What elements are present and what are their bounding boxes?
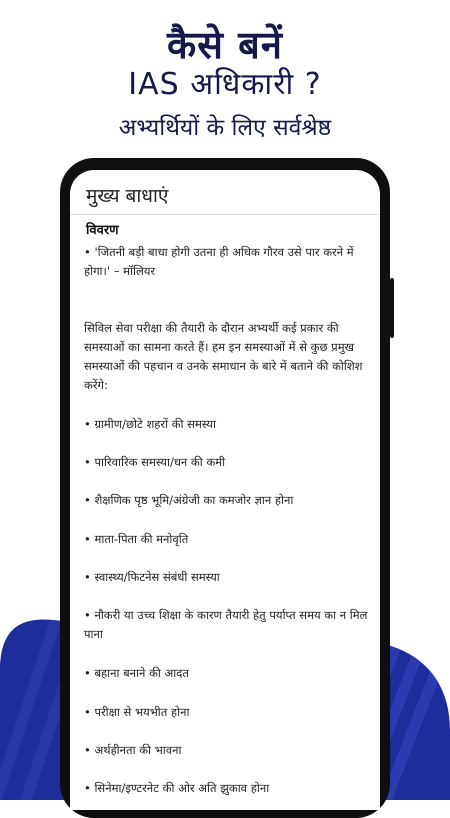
list-item: • परीक्षा से भयभीत होना [84,705,190,719]
quote-text: • 'जितनी बड़ी बाधा होगी उतना ही अधिक गौरव उसे पार करने में होगा।' – मॉलियर [84,245,354,278]
list-item: • सिनेमा/इण्टरनेट की ओर अति झुकाव होना [84,781,270,795]
page-title: मुख्य बाधाएं [86,185,169,207]
list-item: • शैक्षणिक पृष्ठ भूमि/अंग्रेजी का कमजोर ज्ञान होना [84,493,294,507]
list-item: • बहाना बनाने की आदत [84,666,189,680]
title-divider [70,214,380,215]
list-item: • माता-पिता की मनोवृति [84,532,189,546]
intro-paragraph: सिविल सेवा परीक्षा की तैयारी के दौरान अभ्यर्थी कई प्रकार की समस्याओं का सामना करते हैं। हम इन समस्याओं में से कुछ प्रमुख समस्याओं की पहचान व उनके समाधान के बारे में बताने की कोशिश करेंगे: [84,321,363,392]
list-item: • अर्थहीनता की भावना [84,743,182,757]
list-item: • नौकरी या उच्च शिक्षा के कारण तैयारी हेतु पर्याप्त समय का न मिल पाना [84,608,368,641]
section-label: विवरण [86,223,119,238]
list-item: • पारिवारिक समस्या/धन की कमी [84,455,226,469]
promo-title-line1: कैसे बनें [167,23,283,67]
promo-title-line2: IAS अधिकारी ? [128,67,322,102]
promo-subtitle: अभ्यर्थियों के लिए सर्वश्रेष्ठ [118,115,332,141]
list-item: • स्वास्थ्य/फिटनेस संबंधी समस्या [84,570,220,584]
phone-side-button [390,278,394,338]
list-item: • ग्रामीण/छोटे शहरों की समस्या [84,417,216,431]
phone-screen [70,170,380,810]
